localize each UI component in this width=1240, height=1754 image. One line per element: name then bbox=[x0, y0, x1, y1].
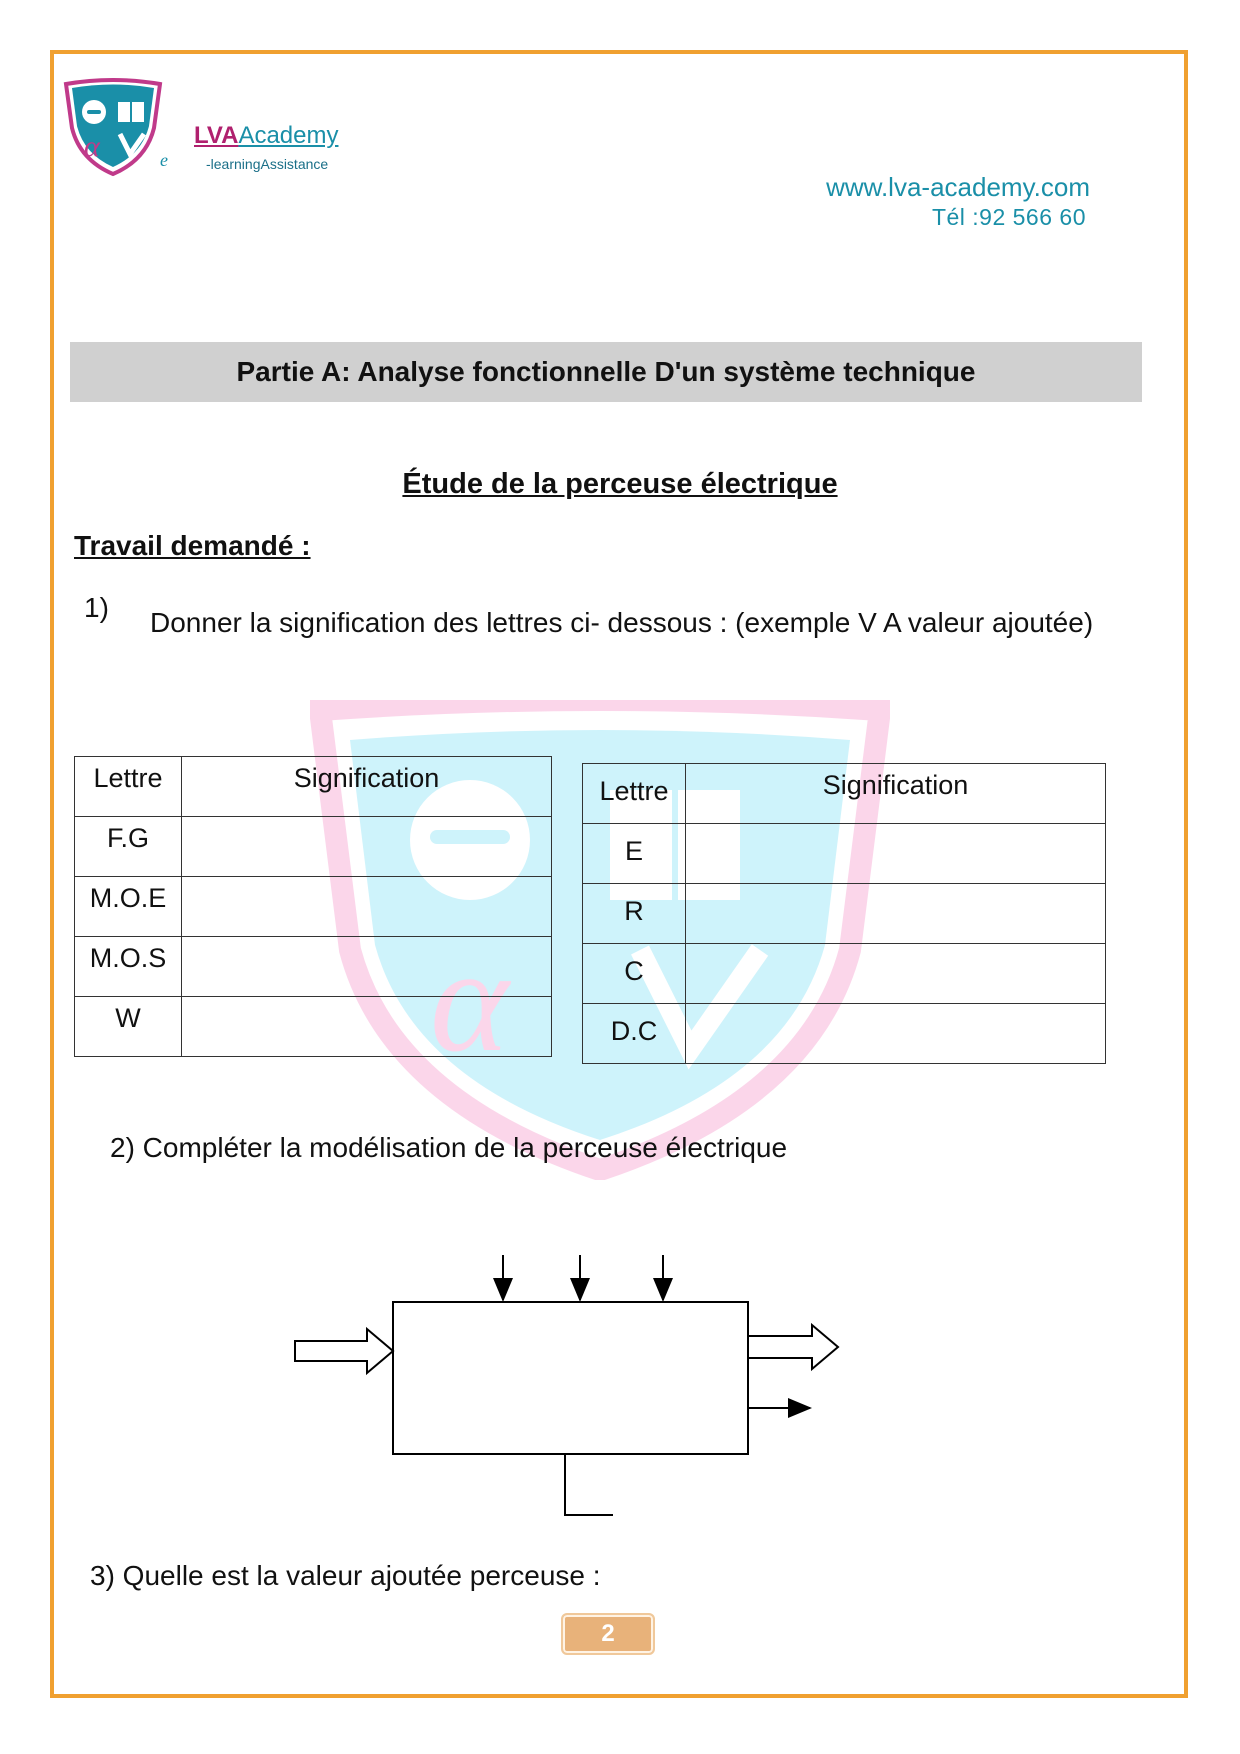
column-header-letter: Lettre bbox=[75, 757, 182, 817]
letter-cell: F.G bbox=[75, 817, 182, 877]
support-line bbox=[510, 1454, 613, 1515]
question-1-number: 1) bbox=[84, 592, 109, 623]
academy-logo bbox=[58, 78, 168, 178]
meaning-cell[interactable] bbox=[182, 877, 552, 937]
table-header-row bbox=[583, 764, 1106, 824]
table-row bbox=[583, 1004, 1106, 1064]
meaning-cell[interactable] bbox=[182, 817, 552, 877]
table-row bbox=[75, 937, 552, 997]
table-row bbox=[75, 877, 552, 937]
svg-text:α: α bbox=[430, 917, 509, 1083]
output-material-arrow bbox=[748, 1325, 838, 1369]
meaning-cell[interactable] bbox=[686, 824, 1106, 884]
brand-e-letter: e bbox=[160, 150, 168, 170]
table-row bbox=[583, 824, 1106, 884]
table-header-row bbox=[75, 757, 552, 817]
meaning-cell[interactable] bbox=[686, 884, 1106, 944]
meaning-cell[interactable] bbox=[686, 944, 1106, 1004]
website-link[interactable]: www.lva-academy.com bbox=[826, 172, 1090, 202]
letter-cell: E bbox=[583, 824, 686, 884]
phone-number: Tél :92 566 60 bbox=[931, 204, 1086, 230]
column-header-letter: Lettre bbox=[583, 764, 686, 824]
letter-cell: R bbox=[583, 884, 686, 944]
letter-cell: M.O.E bbox=[75, 877, 182, 937]
letters-table-left bbox=[74, 756, 552, 1057]
table-row bbox=[583, 884, 1106, 944]
letter-cell: M.O.S bbox=[75, 937, 182, 997]
a0-function-diagram bbox=[290, 1255, 850, 1535]
svg-text:α: α bbox=[84, 130, 100, 163]
meaning-cell[interactable] bbox=[182, 997, 552, 1057]
section-banner: Partie A: Analyse fonctionnelle D'un système technique bbox=[70, 342, 1142, 402]
table-row bbox=[75, 817, 552, 877]
question-2-text: 2) Compléter la modélisation de la perceuse électrique bbox=[110, 1132, 788, 1163]
brand-name: LVAAcademy bbox=[194, 122, 339, 149]
input-material-arrow bbox=[295, 1329, 393, 1373]
work-label: Travail demandé : bbox=[74, 530, 311, 561]
table-row bbox=[583, 944, 1106, 1004]
letter-cell: W bbox=[75, 997, 182, 1057]
question-1-text: Donner la signification des lettres ci- dessous : (exemple V A valeur ajoutée) bbox=[150, 607, 1094, 638]
meaning-cell[interactable] bbox=[182, 937, 552, 997]
meaning-cell[interactable] bbox=[686, 1004, 1106, 1064]
page-subtitle: Étude de la perceuse électrique bbox=[402, 468, 838, 500]
table-row bbox=[75, 997, 552, 1057]
brand-tagline: -learningAssistance bbox=[206, 156, 329, 172]
letters-table-right bbox=[582, 763, 1106, 1064]
page-number-badge: 2 bbox=[561, 1613, 655, 1655]
function-box bbox=[393, 1302, 748, 1454]
column-header-meaning: Signification bbox=[686, 764, 1106, 824]
question-3-text: 3) Quelle est la valeur ajoutée perceuse : bbox=[90, 1560, 601, 1591]
column-header-meaning: Signification bbox=[182, 757, 552, 817]
letter-cell: C bbox=[583, 944, 686, 1004]
letter-cell: D.C bbox=[583, 1004, 686, 1064]
